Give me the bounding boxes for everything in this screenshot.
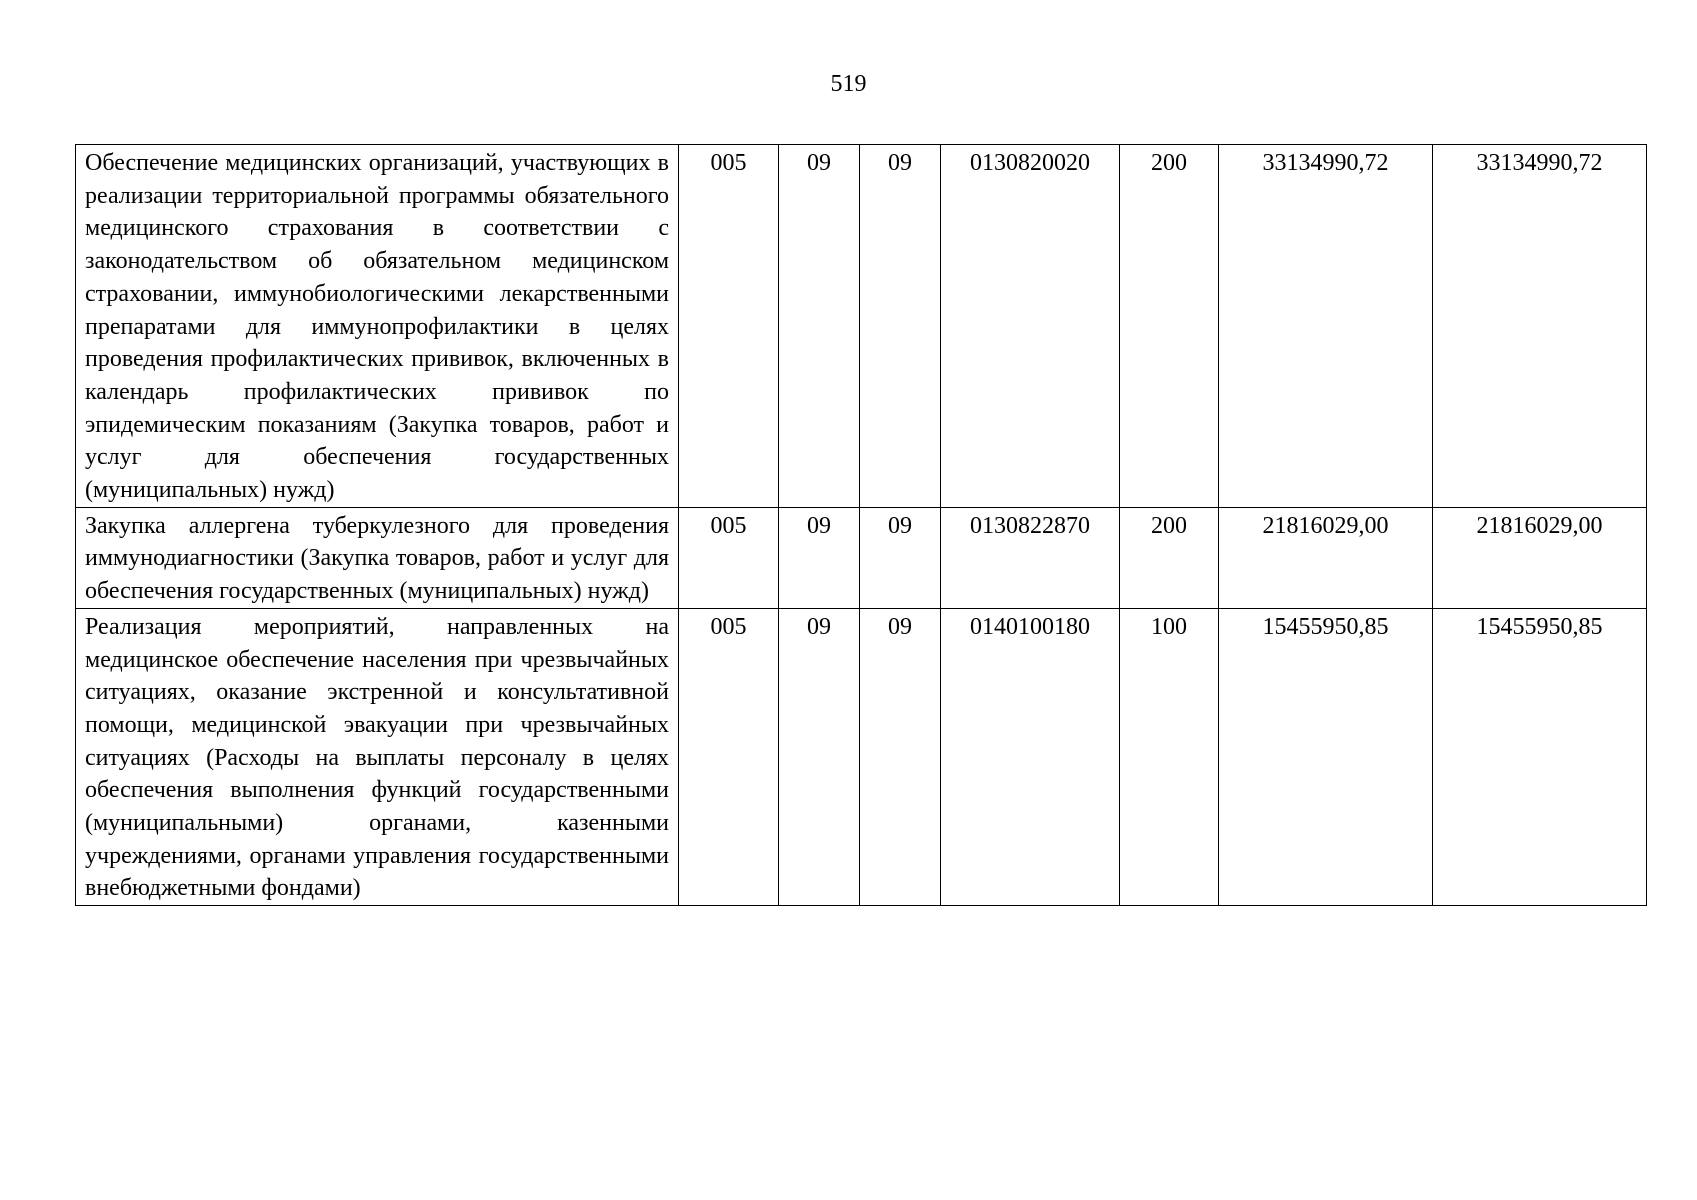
page-number: 519 xyxy=(830,71,867,97)
table-row xyxy=(76,507,1647,608)
row-grbs-code: 005 xyxy=(679,145,779,508)
row-description: Реализация мероприятий, направленных на медицинское обеспечение населения при чрезвычайных ситуациях, оказание экстренной и консультативной помощи, медицинской эвакуации при чрезвычайных ситуациях (Расходы на выплаты персоналу в целях обеспечения выполнения функций государственными (муниципальными) органами, казенными учреждениями, органами управления государственными внебюджетными фондами) xyxy=(76,608,679,905)
row-amount-2: 21816029,00 xyxy=(1433,507,1647,608)
row-expense-type-code: 200 xyxy=(1120,507,1219,608)
row-target-article-code: 0130822870 xyxy=(941,507,1120,608)
row-description: Закупка аллергена туберкулезного для проведения иммунодиагностики (Закупка товаров, работ и услуг для обеспечения государственных (муниципальных) нужд) xyxy=(76,507,679,608)
row-amount-1: 21816029,00 xyxy=(1219,507,1433,608)
row-expense-type-code: 100 xyxy=(1120,608,1219,905)
row-target-article-code: 0140100180 xyxy=(941,608,1120,905)
row-amount-2: 33134990,72 xyxy=(1433,145,1647,508)
row-target-article-code: 0130820020 xyxy=(941,145,1120,508)
budget-table xyxy=(75,144,1647,906)
row-subsection-code: 09 xyxy=(860,608,941,905)
table-row xyxy=(76,608,1647,905)
row-amount-2: 15455950,85 xyxy=(1433,608,1647,905)
row-section-code: 09 xyxy=(779,145,860,508)
row-grbs-code: 005 xyxy=(679,608,779,905)
row-description: Обеспечение медицинских организаций, участвующих в реализации территориальной программы обязательного медицинского страхования в соответствии с законодательством об обязательном медицинском страховании, иммунобиологическими лекарственными препаратами для иммунопрофилактики в целях проведения профилактических прививок, включенных в календарь профилактических прививок по эпидемическим показаниям (Закупка товаров, работ и услуг для обеспечения государственных (муниципальных) нужд) xyxy=(76,145,679,508)
row-expense-type-code: 200 xyxy=(1120,145,1219,508)
row-subsection-code: 09 xyxy=(860,507,941,608)
row-section-code: 09 xyxy=(779,608,860,905)
row-subsection-code: 09 xyxy=(860,145,941,508)
table-row xyxy=(76,145,1647,508)
row-amount-1: 33134990,72 xyxy=(1219,145,1433,508)
row-grbs-code: 005 xyxy=(679,507,779,608)
row-amount-1: 15455950,85 xyxy=(1219,608,1433,905)
row-section-code: 09 xyxy=(779,507,860,608)
